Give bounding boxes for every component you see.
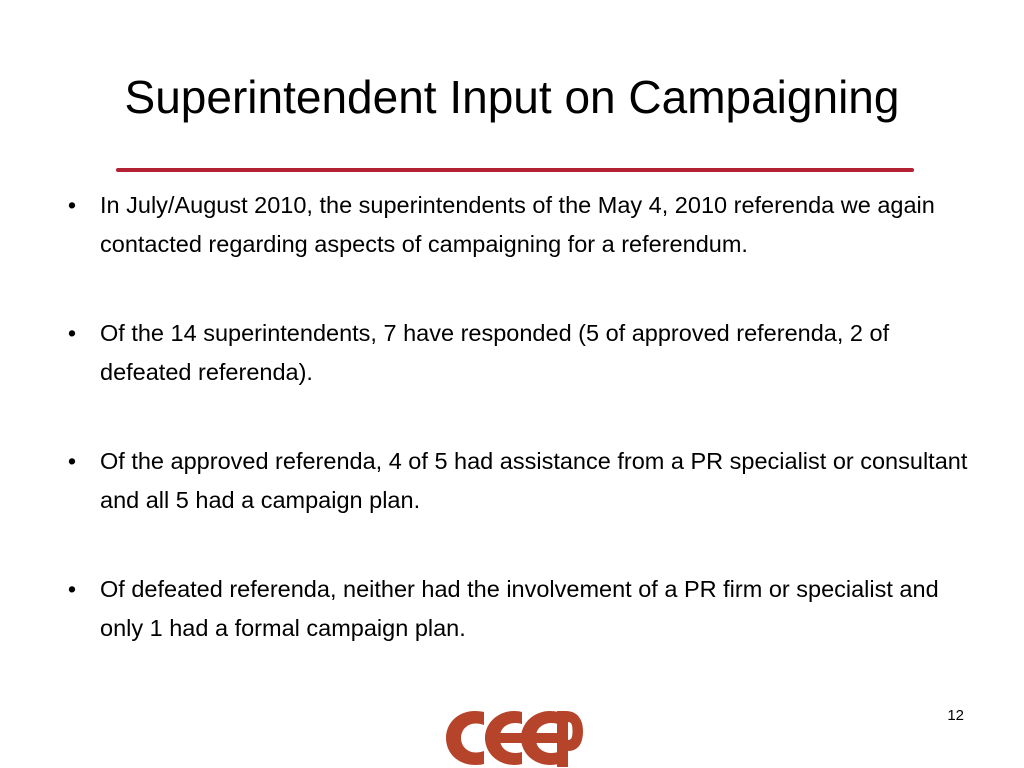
bullet-icon: • bbox=[67, 448, 77, 474]
bullet-text: Of the 14 superintendents, 7 have responded (5 of approved referenda, 2 of defeated referenda). bbox=[100, 320, 890, 385]
slide-title: Superintendent Input on Campaigning bbox=[124, 71, 900, 123]
bullet-icon: • bbox=[67, 320, 77, 346]
title-underline bbox=[116, 168, 914, 172]
bullet-item bbox=[58, 186, 968, 263]
bullet-icon: • bbox=[67, 192, 77, 218]
bullet-text: In July/August 2010, the superintendents of the May 4, 2010 referenda we again contacted regarding aspects of campaigning for a referendum. bbox=[100, 192, 935, 257]
bullet-item bbox=[58, 442, 968, 519]
ceep-logo-icon bbox=[444, 707, 584, 767]
bullet-icon: • bbox=[67, 576, 77, 602]
bullet-item bbox=[58, 570, 968, 647]
bullet-list bbox=[58, 186, 968, 698]
page-number: 12 bbox=[947, 707, 964, 724]
bullet-text: Of the approved referenda, 4 of 5 had assistance from a PR specialist or consultant and all 5 had a campaign plan. bbox=[100, 448, 968, 513]
bullet-item bbox=[58, 314, 968, 391]
bullet-text: Of defeated referenda, neither had the involvement of a PR firm or specialist and only 1 had a formal campaign plan. bbox=[100, 576, 939, 641]
